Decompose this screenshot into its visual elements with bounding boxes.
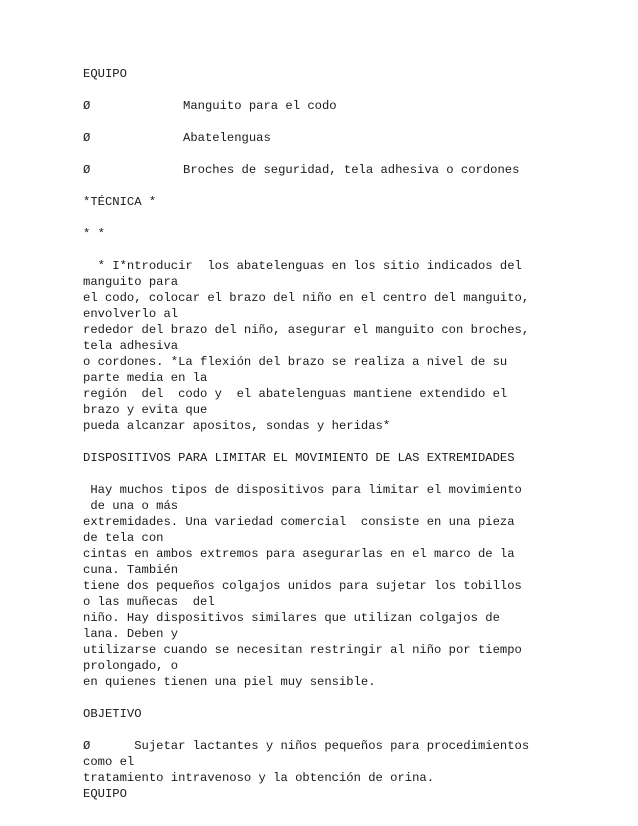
bullet-symbol: Ø [83,163,91,177]
bullet-symbol: Ø [83,131,91,145]
equipo-footer-heading: EQUIPO [83,787,127,801]
paragraph-line: utilizarse cuando se necesitan restringir al niño por tiempo [83,643,522,657]
stars-line: * * [83,227,105,241]
paragraph-line: en quienes tienen una piel muy sensible. [83,675,376,689]
tecnica-heading: *TÉCNICA * [83,195,157,209]
paragraph-line: de una o más [83,499,179,513]
equipo-heading: EQUIPO [83,67,127,81]
paragraph-line: niño. Hay dispositivos similares que utilizan colgajos de [83,611,500,625]
paragraph-line: prolongado, o [83,659,179,673]
paragraph-line: * I*ntroducir los abatelenguas en los sitio indicados del [83,259,522,273]
paragraph-line: Hay muchos tipos de dispositivos para limitar el movimiento [83,483,522,497]
paragraph-line: pueda alcanzar apositos, sondas y heridas* [83,419,391,433]
paragraph-line: lana. Deben y [83,627,179,641]
paragraph-line: parte media en la [83,371,208,385]
paragraph-line: extremidades. Una variedad comercial consiste en una pieza [83,515,515,529]
paragraph-line: envolverlo al [83,307,179,321]
equipo-item [83,162,563,178]
dispositivos-heading: DISPOSITIVOS PARA LIMITAR EL MOVIMIENTO DE LAS EXTREMIDADES [83,451,515,465]
paragraph-line: o las muñecas del [83,595,215,609]
paragraph-line: tratamiento intravenoso y la obtención de orina. [83,771,435,785]
paragraph-line: o cordones. *La flexión del brazo se realiza a nivel de su [83,355,508,369]
paragraph-line: manguito para [83,275,179,289]
dispositivos-paragraph [83,482,563,690]
equipo-item-text: Manguito para el codo [183,99,337,113]
paragraph-line: brazo y evita que [83,403,208,417]
equipo-item-text: Broches de seguridad, tela adhesiva o cordones [183,163,520,177]
paragraph-line: el codo, colocar el brazo del niño en el centro del manguito, [83,291,530,305]
bullet-symbol: Ø [83,99,91,113]
equipo-item [83,98,563,114]
paragraph-line: de tela con [83,531,164,545]
paragraph-line: región del codo y el abatelenguas mantiene extendido el [83,387,508,401]
objetivo-heading: OBJETIVO [83,707,142,721]
paragraph-line: cintas en ambos extremos para asegurarlas en el marco de la [83,547,515,561]
document-body [83,66,563,802]
paragraph-line: Ø Sujetar lactantes y niños pequeños para procedimientos [83,739,530,753]
paragraph-line: como el [83,755,135,769]
paragraph-line: tela adhesiva [83,339,179,353]
objetivo-paragraph [83,738,563,786]
equipo-item-text: Abatelenguas [183,131,271,145]
paragraph-line: rededor del brazo del niño, asegurar el manguito con broches, [83,323,530,337]
paragraph-line: cuna. También [83,563,179,577]
paragraph-line: tiene dos pequeños colgajos unidos para sujetar los tobillos [83,579,522,593]
tecnica-paragraph [83,258,563,434]
equipo-item [83,130,563,146]
